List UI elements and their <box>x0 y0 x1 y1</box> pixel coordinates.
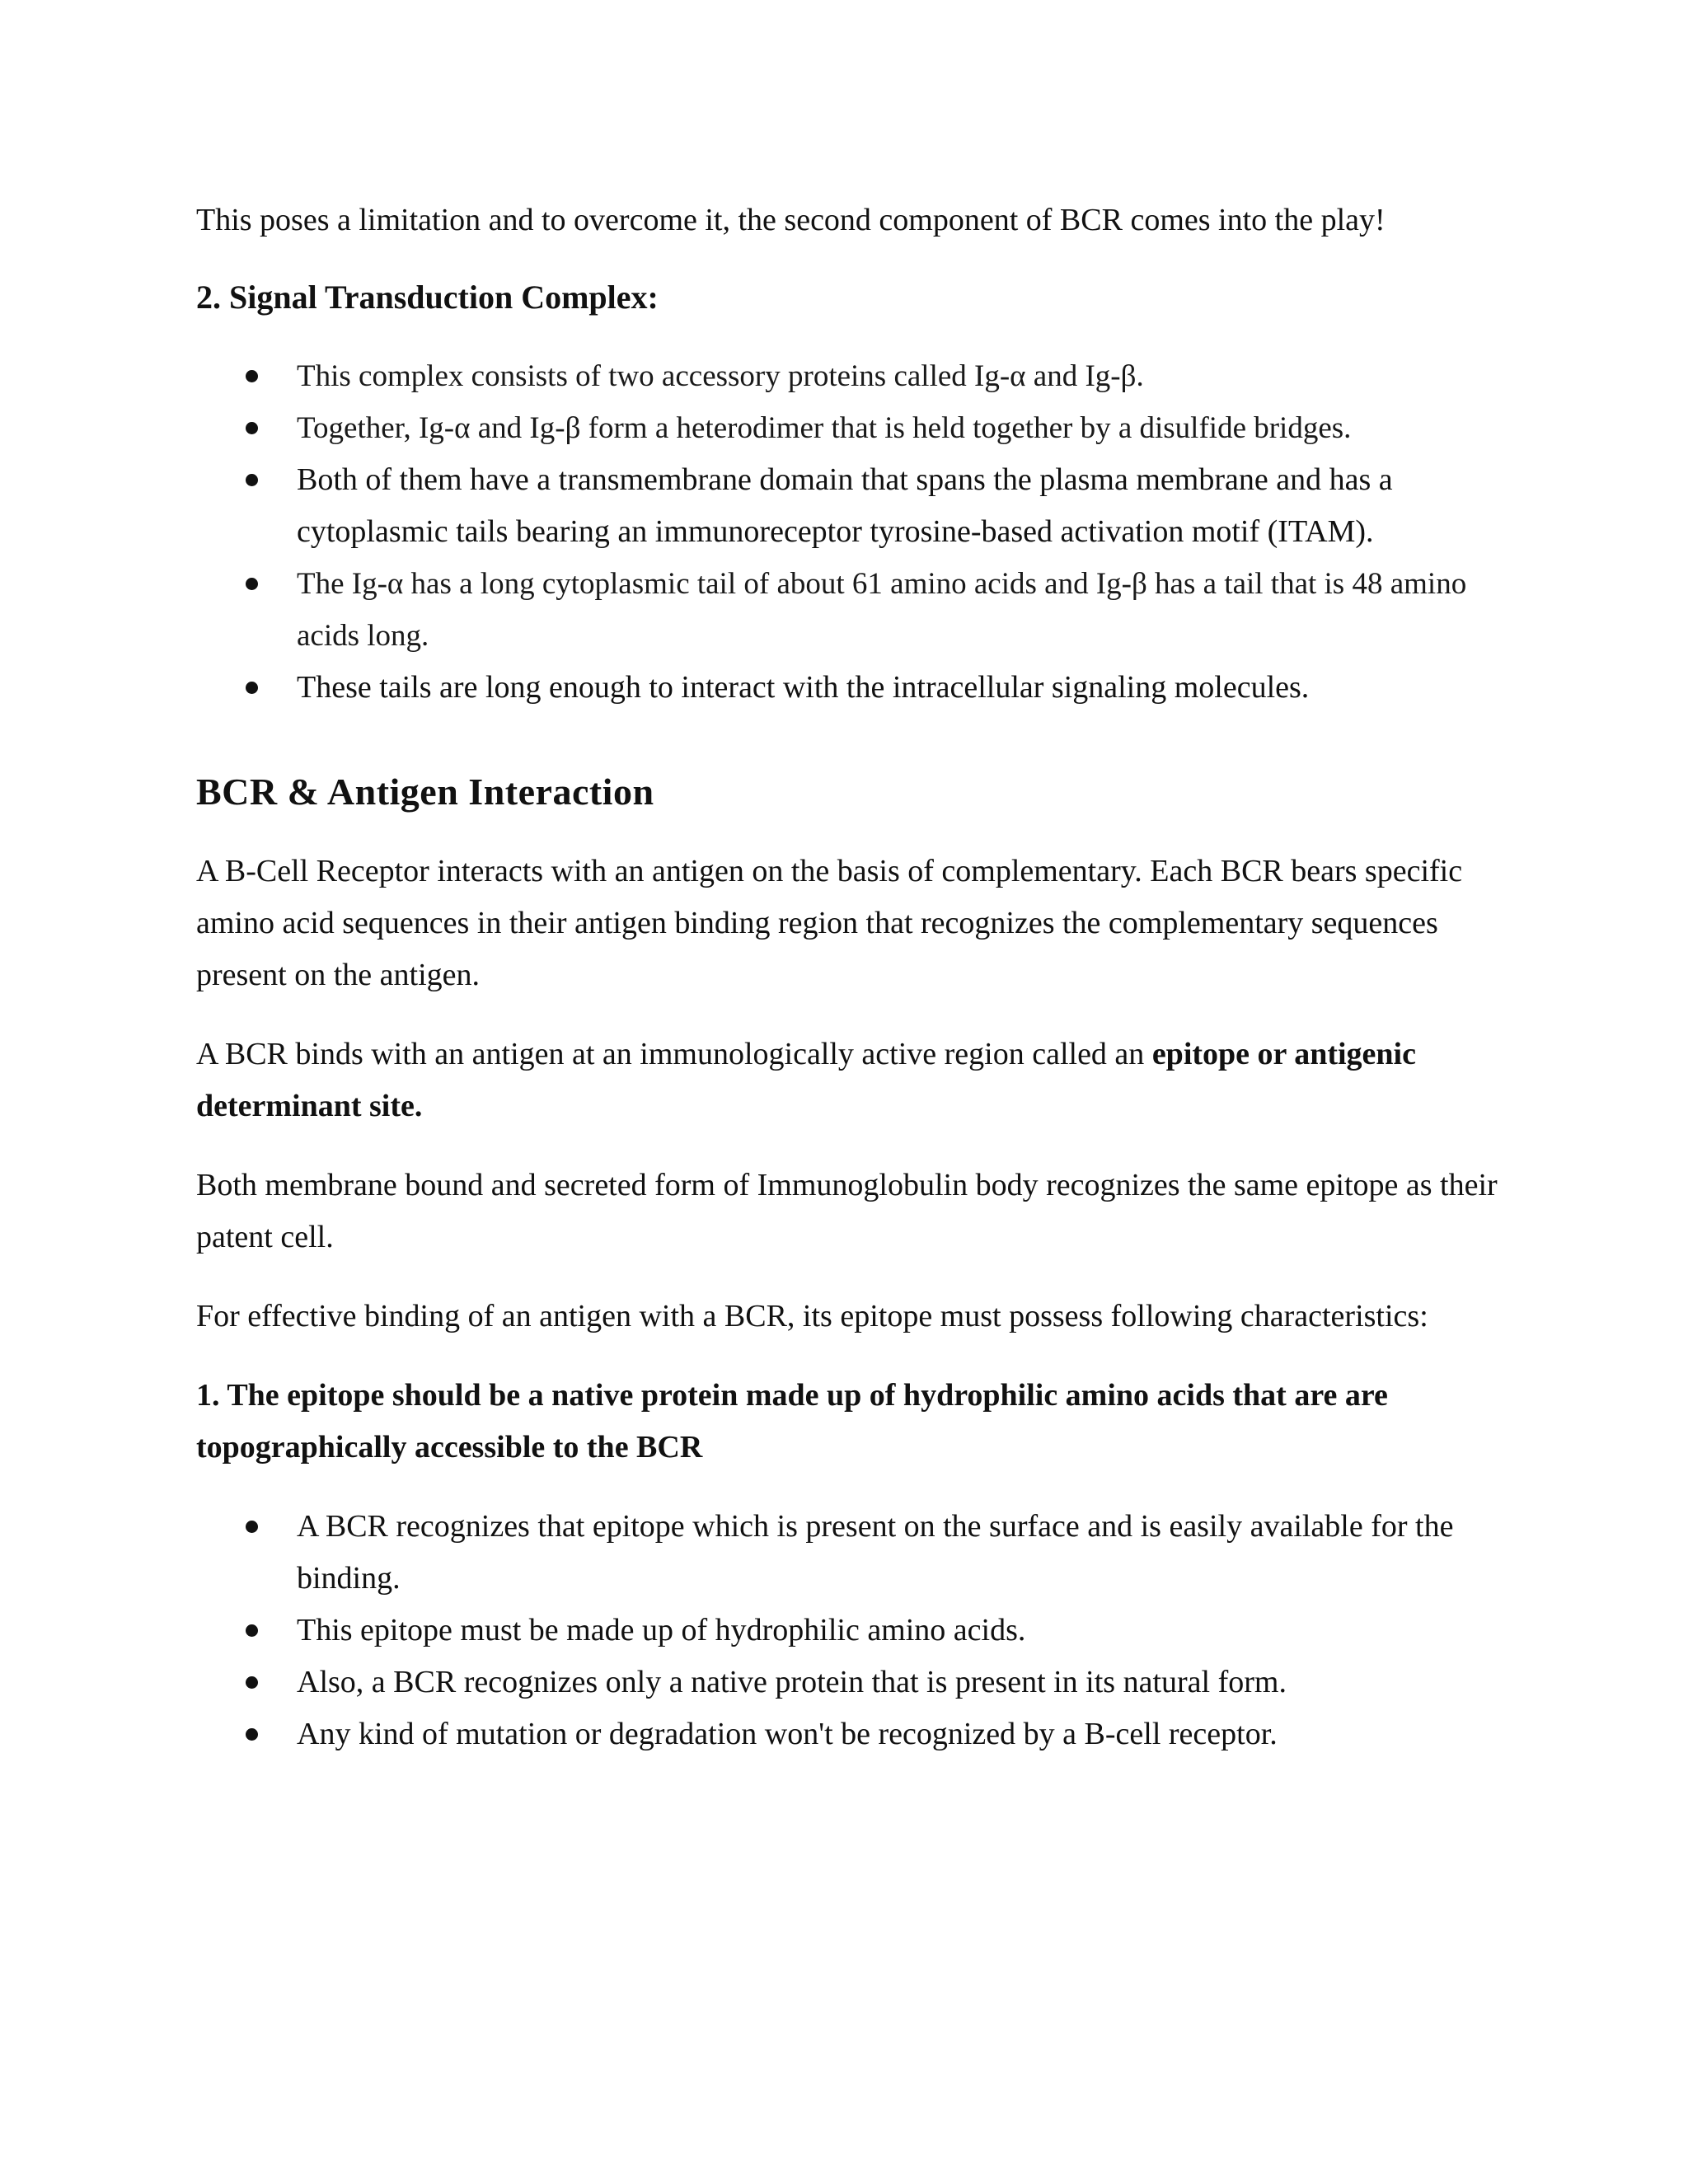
epitope-subheading: 1. The epitope should be a native protein made up of hydrophilic amino acids that are are topographically accessible to the BCR <box>196 1378 1388 1465</box>
list-item-text: Together, Ig-α and Ig-β form a heterodimer that is held together by a disulfide bridges. <box>297 411 1352 445</box>
list-item-text: These tails are long enough to interact with the intracellular signaling molecules. <box>297 670 1310 705</box>
list-item-text: Also, a BCR recognizes only a native protein that is present in its natural form. <box>297 1665 1287 1699</box>
interaction-heading: BCR & Antigen Interaction <box>196 771 654 813</box>
paragraph-text: A BCR binds with an antigen at an immunologically active region called an <box>196 1037 1152 1071</box>
list-item <box>196 1501 1498 1605</box>
list-item <box>196 1605 1498 1657</box>
bullet-icon <box>246 682 258 694</box>
interaction-paragraph-2 <box>196 1029 1498 1132</box>
interaction-paragraph-3: Both membrane bound and secreted form of Immunoglobulin body recognizes the same epitope as their patent cell. <box>196 1168 1498 1254</box>
bullet-icon <box>246 422 258 434</box>
bullet-icon <box>246 370 258 382</box>
bullet-icon <box>246 1624 258 1637</box>
bullet-icon <box>246 1521 258 1533</box>
epitope-bullet-list <box>196 1501 1498 1760</box>
interaction-paragraph-1: A B-Cell Receptor interacts with an antigen on the basis of complementary. Each BCR bears specific amino acid sequences in their antigen binding region that recognizes the complementary sequences present on the antigen. <box>196 854 1463 992</box>
list-item <box>196 1708 1498 1760</box>
list-item <box>196 402 1498 454</box>
list-item-text: A BCR recognizes that epitope which is present on the surface and is easily available for the binding. <box>297 1509 1454 1596</box>
list-item-text: The Ig-α has a long cytoplasmic tail of about 61 amino acids and Ig-β has a tail that is 48 amino acids long. <box>297 567 1467 653</box>
bullet-icon <box>246 1728 258 1741</box>
intro-paragraph: This poses a limitation and to overcome it, the second component of BCR comes into the play! <box>196 203 1386 237</box>
bullet-icon <box>246 474 258 486</box>
interaction-paragraph-4: For effective binding of an antigen with a BCR, its epitope must possess following characteristics: <box>196 1299 1428 1333</box>
epitope-bold-term: epitope or antigenic determinant site. <box>196 1037 1416 1123</box>
list-item <box>196 350 1498 402</box>
document-page <box>196 194 1498 1760</box>
list-item <box>196 454 1498 558</box>
bullet-icon <box>246 1676 258 1689</box>
list-item-text: This epitope must be made up of hydrophilic amino acids. <box>297 1613 1026 1647</box>
list-item <box>196 1657 1498 1708</box>
list-item-text: Both of them have a transmembrane domain that spans the plasma membrane and has a cytoplasmic tails bearing an immunoreceptor tyrosine-based activation motif (ITAM). <box>297 462 1393 549</box>
list-item <box>196 662 1498 714</box>
list-item-text: Any kind of mutation or degradation won't be recognized by a B-cell receptor. <box>297 1717 1278 1751</box>
list-item-text: This complex consists of two accessory proteins called Ig-α and Ig-β. <box>297 359 1144 393</box>
signal-transduction-heading: 2. Signal Transduction Complex: <box>196 279 659 316</box>
bullet-icon <box>246 578 258 590</box>
list-item <box>196 558 1498 662</box>
signal-bullet-list <box>196 350 1498 714</box>
